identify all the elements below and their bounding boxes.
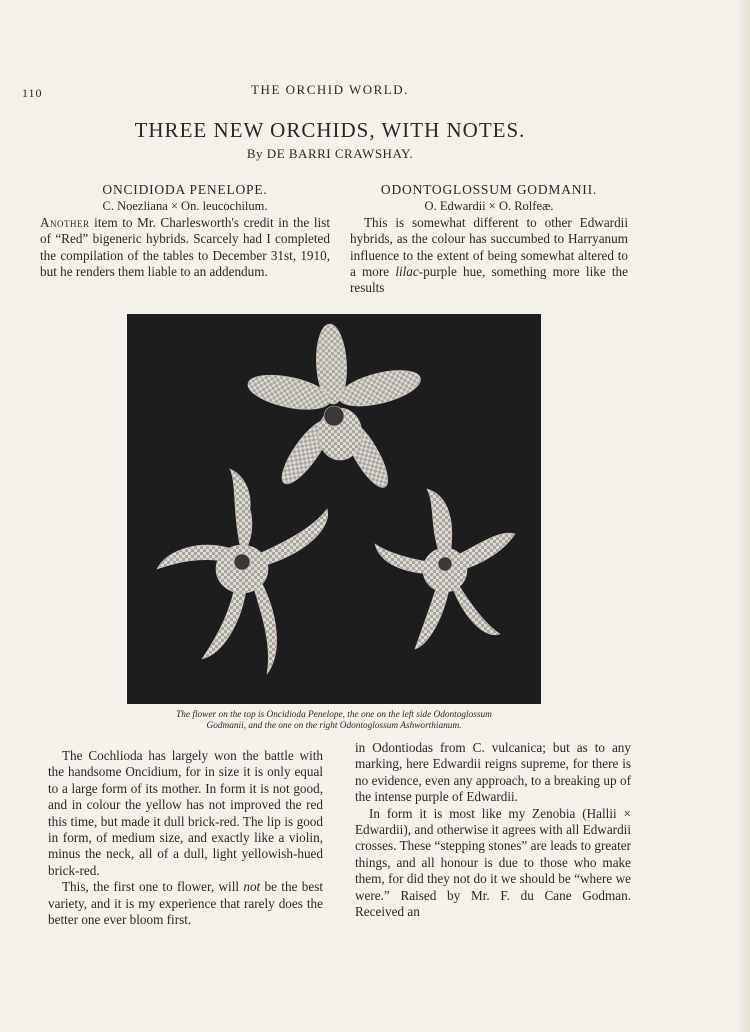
paragraph: The Cochlioda has largely won the battle with the handsome Oncidium, for in size it is only equal to a large form of its mother. In form it is not good, and in colour the yellow has not improved the red this time, but made it dull brick-red. The lip is good in form, of medium size, and exactly like a violin, minus the neck, all of a dull, light yellowish-hued brick-red.: [48, 748, 323, 878]
paragraph: [350, 215, 628, 297]
paragraph-text: item to Mr. Charlesworth's credit in the list of “Red” bigeneric hybrids. Scarcely had I completed the compilation of the tables to December 31st, 1910, but he renders them liable to an addendum.: [40, 214, 330, 280]
figure-caption: [127, 710, 541, 732]
paragraph-text: -purple hue, something more like the results: [350, 264, 628, 296]
orchid-photograph: [127, 314, 541, 704]
paragraph: in Odontiodas from C. vulcanica; but as to any marking, here Edwardii reigns supreme, for there is no evidence, even any approach, to a breaking up of the intense purple of Edwardii.: [355, 740, 631, 805]
italic-text: lilac: [395, 264, 419, 280]
paragraph: [48, 879, 323, 928]
paragraph-text: be the best variety, and it is my experience that rarely does the better one ever bloom first.: [48, 879, 323, 928]
running-head: THE ORCHID WORLD.: [251, 82, 409, 97]
page-number: 110: [22, 86, 43, 100]
byline: By DE BARRI CRAWSHAY.: [246, 146, 414, 161]
section-oncidioda-penelope: [40, 182, 330, 280]
section-heading: ODONTOGLOSSUM GODMANII.: [380, 182, 598, 197]
paragraph: [40, 215, 330, 281]
caption-line: Godmanii, and the one on the right Odontoglossum Ashworthianum.: [206, 721, 462, 731]
section-cross: C. Noezliana × On. leucochilum.: [102, 199, 268, 214]
italic-text: not: [243, 879, 261, 895]
page-edge-shadow: [736, 0, 750, 1032]
paragraph-text: This, the first one to flower, will: [62, 879, 244, 895]
section-heading: ONCIDIODA PENELOPE.: [102, 182, 268, 197]
section-odontoglossum-godmanii: [350, 182, 628, 297]
orchid-flowers-image: [127, 314, 541, 704]
article-title: THREE NEW ORCHIDS, WITH NOTES.: [134, 118, 526, 142]
lead-word: Another: [40, 214, 90, 230]
lower-left-column: [48, 748, 323, 928]
paragraph: In form it is most like my Zenobia (Hallii × Edwardii), and otherwise it agrees with all Edwardii crosses. These “stepping stones” are leads to greater things, and all honour is due to those who make them, for did they not do it we should be “where we were.” Raised by Mr. F. du Cane Godman. Received an: [355, 805, 631, 920]
lower-right-column: [355, 740, 631, 920]
caption-line: The flower on the top is Oncidioda Penelope, the one on the left side Odontoglossum: [176, 710, 492, 720]
paragraph-text: This is somewhat different to other Edwardii hybrids, as the colour has succumbed to Harryanum influence to the extent of being somewhat altered to a more: [350, 214, 628, 280]
section-cross: O. Edwardii × O. Rolfeæ.: [424, 199, 554, 214]
